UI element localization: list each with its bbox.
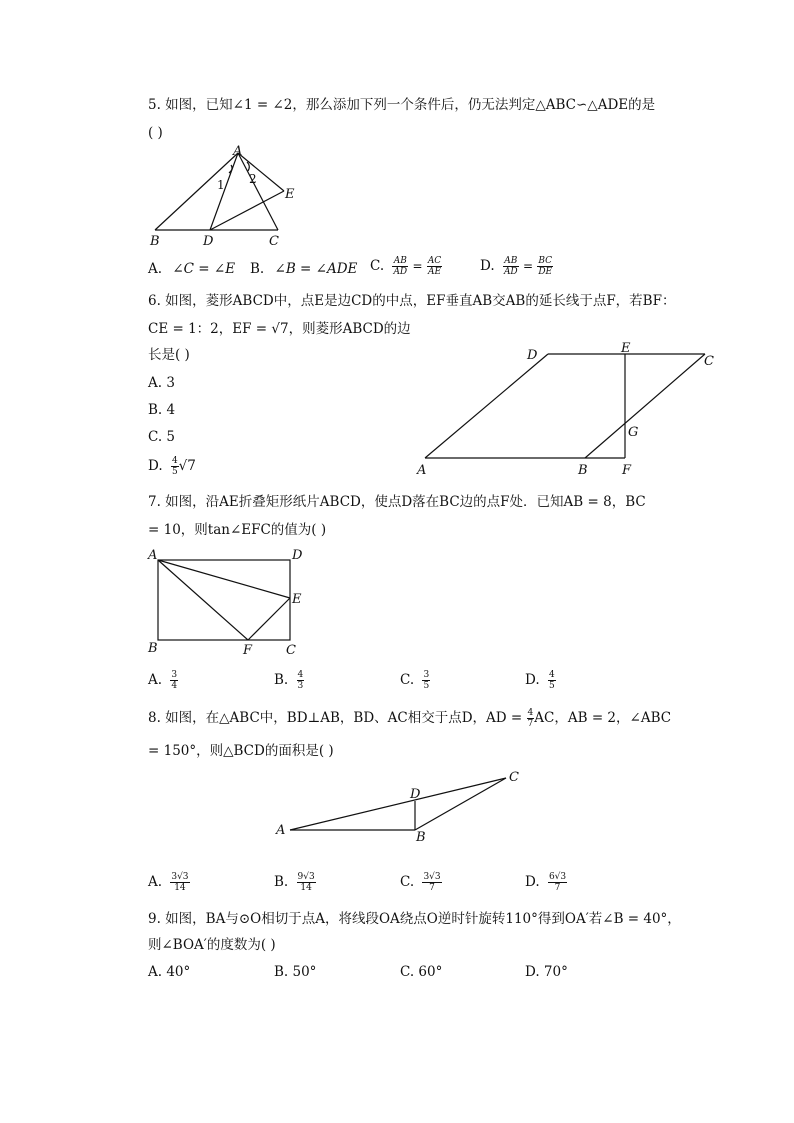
q7-option-a[interactable]: A. $\frac{3}{4}$: [148, 670, 178, 691]
q5-label-c: C: [269, 234, 279, 249]
q7-stem-line1: 7. 如图，沿AE折叠矩形纸片ABCD，使点D落在BC边的点F处．已知AB = 8，BC: [148, 494, 646, 510]
q8-stem-line2: = 150°，则△BCD的面积是( ): [148, 743, 334, 759]
q6-option-c[interactable]: C. 5: [148, 429, 176, 445]
q7-option-b[interactable]: B. $\frac{4}{3}$: [274, 670, 304, 691]
q5-segment-ab: [155, 153, 238, 230]
q6-label-c: C: [704, 354, 714, 369]
q7-segment-fe: [248, 598, 290, 640]
q5-option-c[interactable]: C. $\frac{AB}{AD}$ = $\frac{AC}{AE}$: [370, 256, 442, 277]
q5-label-a: A: [233, 144, 243, 159]
q8-option-d[interactable]: D. $\frac{6√3}{7}$: [525, 872, 567, 893]
q5-label-b: B: [150, 234, 160, 249]
q7-rectangle-abcd: [158, 560, 290, 640]
q8-option-a[interactable]: A. $\frac{3√3}{14}$: [148, 872, 189, 893]
q9-option-a[interactable]: A. 40°: [148, 964, 191, 980]
q7-label-b: B: [148, 641, 158, 656]
q6-label-a: A: [417, 463, 427, 478]
q8-segment-ac: [290, 778, 506, 830]
q6-stem-line2: CE = 1：2，EF = √7，则菱形ABCD的边: [148, 321, 411, 337]
q6-label-g: G: [628, 425, 639, 440]
q9-option-c[interactable]: C. 60°: [400, 964, 443, 980]
q6-figure: [410, 340, 730, 484]
q8-label-b: B: [416, 830, 426, 845]
q9-stem-line2: 则∠BOA′的度数为( ): [148, 937, 276, 953]
q6-segment-ad: [425, 354, 548, 458]
q5-segment-ae: [238, 153, 284, 191]
q5-option-a[interactable]: A. ∠C = ∠E: [148, 261, 236, 277]
q8-label-a: A: [276, 823, 286, 838]
q6-label-f: F: [622, 463, 632, 478]
q7-stem-line2: = 10，则tan∠EFC的值为( ): [148, 522, 327, 538]
q6-option-d[interactable]: D. $\frac{4}{5}$ √7: [148, 456, 196, 477]
q8-option-c[interactable]: C. $\frac{3√3}{7}$: [400, 872, 441, 893]
q6-segment-cb: [585, 354, 705, 458]
q5-label-d: D: [203, 234, 214, 249]
q7-label-e: E: [292, 592, 302, 607]
q7-label-c: C: [286, 643, 296, 658]
q8-label-c: C: [509, 770, 519, 785]
q7-figure: [140, 542, 320, 666]
q5-figure: [140, 145, 310, 259]
q5-label-angle1: 1: [217, 178, 225, 192]
q7-segment-ae: [158, 560, 290, 598]
q9-stem-line1: 9. 如图，BA与⊙O相切于点A，将线段OA绕点O逆时针旋转110°得到OA′若∠B = 40°，: [148, 911, 681, 927]
q5-stem: 5. 如图，已知∠1 = ∠2，那么添加下列一个条件后，仍无法判定△ABC∽△ADE的是: [148, 97, 656, 113]
q6-option-a[interactable]: A. 3: [148, 375, 175, 391]
q6-label-e: E: [621, 341, 631, 356]
q5-label-e: E: [285, 187, 295, 202]
q5-option-b[interactable]: B. ∠B = ∠ADE: [250, 261, 358, 277]
q8-option-b[interactable]: B. $\frac{9√3}{14}$: [274, 872, 315, 893]
q9-option-d[interactable]: D. 70°: [525, 964, 568, 980]
q5-segment-ac: [238, 153, 278, 230]
q7-label-d: D: [292, 548, 303, 563]
q8-figure: [270, 768, 530, 852]
q5-label-angle2: 2: [249, 172, 257, 186]
q7-segment-af: [158, 560, 248, 640]
q6-label-d: D: [527, 348, 538, 363]
q6-option-b[interactable]: B. 4: [148, 402, 176, 418]
q5-angle2-arc: [247, 162, 249, 171]
q6-stem-line3: 长是( ): [148, 347, 190, 363]
q7-option-d[interactable]: D. $\frac{4}{5}$: [525, 670, 555, 691]
q5-segment-de: [210, 191, 284, 230]
q9-option-b[interactable]: B. 50°: [274, 964, 317, 980]
q6-stem-line1: 6. 如图，菱形ABCD中，点E是边CD的中点，EF垂直AB交AB的延长线于点F，若BF：: [148, 293, 676, 309]
q8-stem-line1: 8. 如图，在△ABC中，BD⊥AB，BD、AC相交于点D，AD = $\frac{4}{7}$ AC，AB = 2，∠ABC: [148, 708, 672, 729]
q5-answer-paren: ( ): [148, 125, 163, 141]
q7-option-c[interactable]: C. $\frac{3}{5}$: [400, 670, 430, 691]
q8-label-d: D: [410, 787, 421, 802]
q7-label-a: A: [148, 548, 158, 563]
q8-segment-bc: [415, 778, 506, 830]
q6-label-b: B: [578, 463, 588, 478]
q5-option-d[interactable]: D. $\frac{AB}{AD}$ = $\frac{BC}{DE}$: [480, 256, 553, 277]
q7-label-f: F: [243, 643, 253, 658]
